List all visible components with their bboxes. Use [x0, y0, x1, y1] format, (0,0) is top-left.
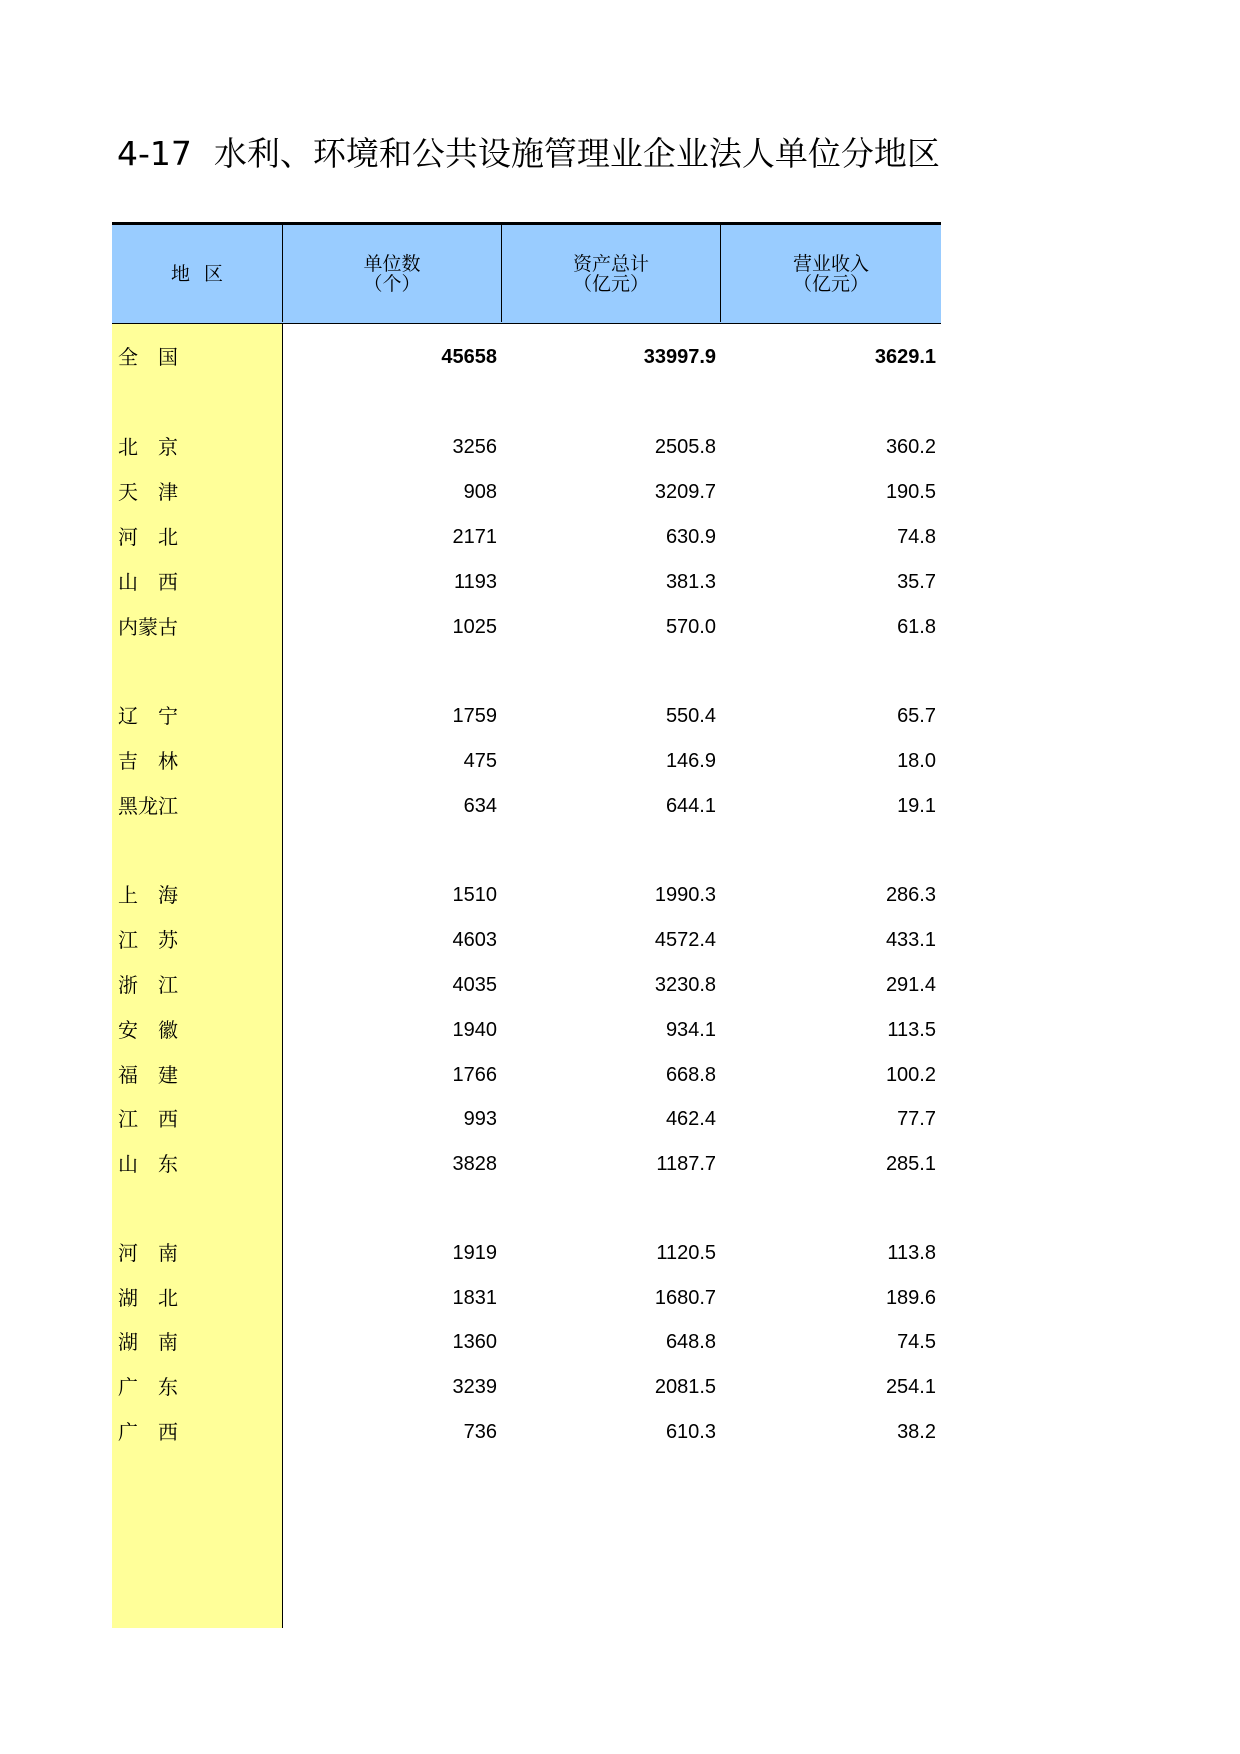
region-name: 山 东 [118, 1152, 178, 1176]
region-name: 天 津 [118, 480, 178, 504]
assets-value: 570.0 [665, 616, 716, 638]
table-row [112, 1060, 941, 1090]
table-title [117, 128, 940, 175]
region-name: 北 京 [118, 435, 178, 459]
units-value: 1831 [452, 1287, 497, 1309]
assets-value: 1187.7 [656, 1153, 716, 1175]
table-row [112, 970, 941, 1000]
table-row [112, 1104, 941, 1134]
header-region-label: 地区 [170, 262, 237, 285]
revenue-value: 74.5 [897, 1331, 936, 1353]
table-row [112, 1327, 941, 1357]
region-name: 内蒙古 [118, 615, 178, 639]
assets-value: 1990.3 [654, 884, 716, 906]
units-value: 3828 [452, 1153, 497, 1175]
table-row [112, 746, 941, 776]
assets-value: 648.8 [665, 1331, 716, 1353]
region-name: 辽 宁 [118, 704, 178, 728]
units-value: 1940 [452, 1019, 497, 1041]
table-row [112, 925, 941, 955]
revenue-value: 254.1 [885, 1376, 936, 1398]
region-name: 黑龙江 [118, 794, 178, 818]
table-row [112, 880, 941, 910]
revenue-value: 113.5 [887, 1019, 936, 1041]
header-region [112, 225, 283, 322]
header-assets [502, 225, 721, 322]
data-table [112, 222, 941, 1628]
table-row [112, 612, 941, 642]
header-assets-unit: （亿元） [572, 272, 649, 295]
assets-value: 3230.8 [654, 974, 716, 996]
header-units-unit: （个） [363, 272, 421, 295]
table-row [112, 1238, 941, 1268]
region-name: 广 西 [118, 1420, 178, 1444]
assets-value: 4572.4 [654, 929, 716, 951]
units-value: 3239 [452, 1376, 497, 1398]
units-value: 1766 [452, 1064, 497, 1086]
units-value: 993 [463, 1108, 497, 1130]
revenue-value: 433.1 [885, 929, 936, 951]
revenue-value: 291.4 [885, 974, 936, 996]
region-name: 全 国 [118, 345, 178, 369]
units-value: 3256 [452, 436, 497, 458]
revenue-value: 190.5 [885, 481, 936, 503]
assets-value: 934.1 [665, 1019, 716, 1041]
region-name: 安 徽 [118, 1018, 178, 1042]
units-value: 1919 [452, 1242, 497, 1264]
region-name: 福 建 [118, 1063, 178, 1087]
units-value: 1025 [452, 616, 497, 638]
table-row [112, 791, 941, 821]
region-name: 浙 江 [118, 973, 178, 997]
units-value: 908 [463, 481, 497, 503]
revenue-value: 189.6 [885, 1287, 936, 1309]
revenue-value: 286.3 [885, 884, 936, 906]
assets-value: 630.9 [665, 526, 716, 548]
assets-value: 462.4 [665, 1108, 716, 1130]
assets-value: 668.8 [665, 1064, 716, 1086]
units-value: 1193 [453, 571, 497, 593]
units-value: 1360 [452, 1331, 497, 1353]
header-units-label: 单位数 [363, 252, 421, 275]
units-value: 4603 [452, 929, 497, 951]
revenue-value: 65.7 [897, 705, 936, 727]
table-row [112, 567, 941, 597]
assets-value: 610.3 [665, 1421, 716, 1443]
revenue-value: 285.1 [885, 1153, 936, 1175]
assets-value: 146.9 [665, 750, 716, 772]
units-value: 1510 [452, 884, 497, 906]
assets-value: 2505.8 [654, 436, 716, 458]
table-row [112, 1149, 941, 1179]
region-name: 江 苏 [118, 928, 178, 952]
revenue-value: 113.8 [887, 1242, 936, 1264]
revenue-value: 100.2 [885, 1064, 936, 1086]
assets-value: 3209.7 [654, 481, 716, 503]
table-row [112, 1283, 941, 1313]
units-value: 634 [463, 795, 497, 817]
table-title-text: 水利、环境和公共设施管理业企业法人单位分地区 [213, 134, 940, 173]
table-row-total [112, 342, 941, 372]
units-value: 1759 [452, 705, 497, 727]
table-row [112, 701, 941, 731]
header-revenue [721, 225, 941, 322]
assets-value: 2081.5 [654, 1376, 716, 1398]
header-assets-label: 资产总计 [572, 252, 649, 275]
assets-value: 33997.9 [643, 346, 716, 368]
units-value: 475 [463, 750, 497, 772]
region-name: 河 南 [118, 1241, 178, 1265]
region-name: 上 海 [118, 883, 178, 907]
region-name: 吉 林 [118, 749, 178, 773]
units-value: 45658 [441, 346, 497, 368]
assets-value: 550.4 [665, 705, 716, 727]
header-revenue-unit: （亿元） [792, 272, 869, 295]
revenue-value: 19.1 [897, 795, 936, 817]
table-row [112, 1372, 941, 1402]
region-name: 湖 北 [118, 1286, 178, 1310]
region-name: 湖 南 [118, 1330, 178, 1354]
table-header [112, 225, 941, 324]
table-row [112, 477, 941, 507]
table-row [112, 1015, 941, 1045]
revenue-value: 74.8 [897, 526, 936, 548]
assets-value: 1120.5 [656, 1242, 716, 1264]
table-number: 4-17 [117, 134, 192, 173]
units-value: 2171 [452, 526, 497, 548]
revenue-value: 61.8 [897, 616, 936, 638]
header-units [283, 225, 502, 322]
revenue-value: 38.2 [897, 1421, 936, 1443]
assets-value: 644.1 [665, 795, 716, 817]
region-name: 山 西 [118, 570, 178, 594]
region-name: 河 北 [118, 525, 178, 549]
table-row [112, 432, 941, 462]
table-row [112, 522, 941, 552]
assets-value: 1680.7 [654, 1287, 716, 1309]
revenue-value: 3629.1 [874, 346, 936, 368]
header-revenue-label: 营业收入 [792, 252, 869, 275]
revenue-value: 35.7 [897, 571, 936, 593]
region-name: 江 西 [118, 1107, 178, 1131]
units-value: 4035 [452, 974, 497, 996]
revenue-value: 360.2 [885, 436, 936, 458]
revenue-value: 18.0 [897, 750, 936, 772]
revenue-value: 77.7 [897, 1108, 936, 1130]
units-value: 736 [463, 1421, 497, 1443]
table-row [112, 1417, 941, 1447]
assets-value: 381.3 [665, 571, 716, 593]
region-name: 广 东 [118, 1375, 178, 1399]
